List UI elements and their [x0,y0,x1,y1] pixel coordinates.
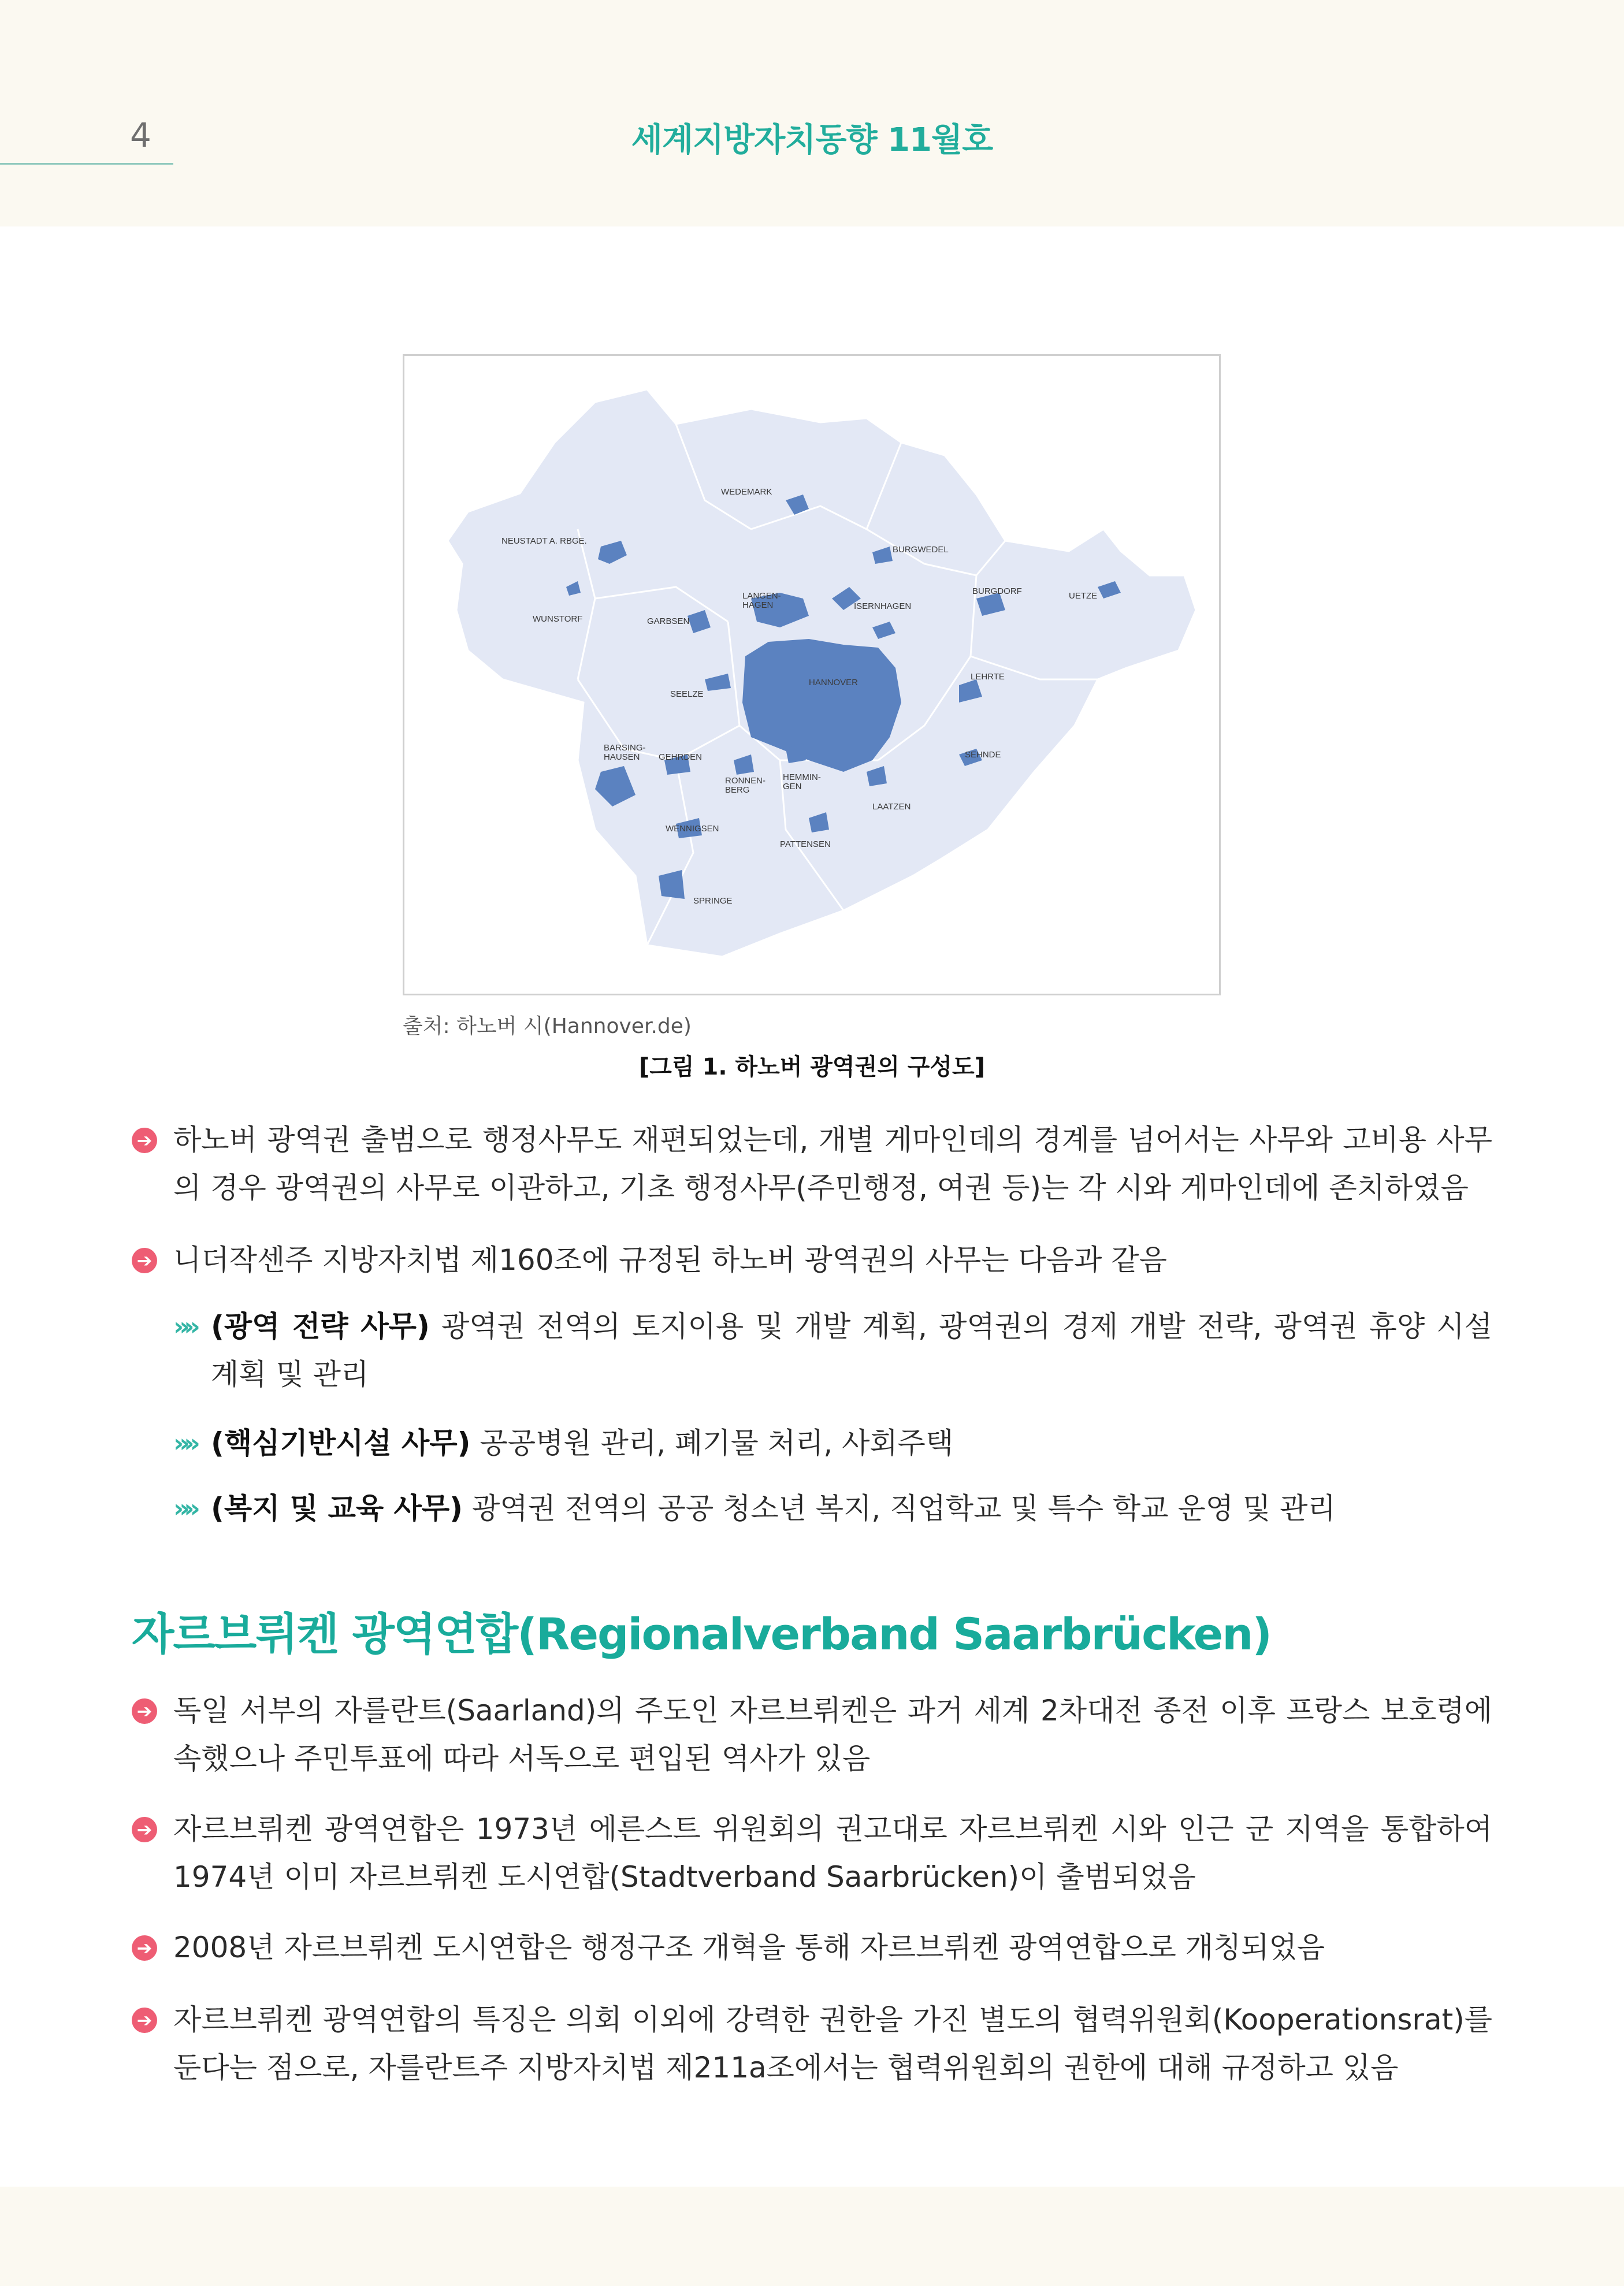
label-laatzen: LAATZEN [872,802,911,812]
bullet-text: 독일 서부의 자를란트(Saarland)의 주도인 자르브뤼켄은 과거 세계 2차대전 종전 이후 프랑스 보호령에 속했으나 주민투표에 따라 서독으로 편입된 역사가 있음 [173,1694,1492,1775]
sub-item-text: 광역권 전역의 토지이용 및 개발 계획, 광역권의 경제 개발 전략, 광역권 휴양 시설 계획 및 관리 [211,1310,1492,1391]
bullet-text: 니더작센주 지방자치법 제160조에 규정된 하노버 광역권의 사무는 다음과 같음 [173,1243,1167,1277]
section-title: 자르브뤼켄 광역연합(Regionalverband Saarbrücken) [132,1608,1272,1660]
label-wennigsen: WENNIGSEN [666,824,719,834]
label-langenhagen-2: HAGEN [742,600,774,610]
arrow-right-icon: ➔ [132,1817,157,1842]
label-hemmingen-2: GEN [783,782,802,791]
arrow-right-icon: ➔ [132,1248,157,1273]
figure-map [403,354,1221,995]
label-burgdorf: BURGDORF [972,586,1022,596]
double-chevron-icon: »» [173,1494,195,1523]
sub-item-text: 광역권 전역의 공공 청소년 복지, 직업학교 및 특수 학교 운영 및 관리 [471,1492,1336,1525]
label-neustadt: NEUSTADT A. RBGE. [501,536,587,546]
label-sehnde: SEHNDE [965,750,1001,760]
arrow-right-icon: ➔ [132,1935,157,1961]
label-gehrden: GEHRDEN [659,752,703,762]
saar-bullet-1 [132,1687,1492,1783]
arrow-right-icon: ➔ [132,1128,157,1153]
bullet-text: 자르브뤼켄 광역연합은 1973년 에른스트 위원회의 권고대로 자르브뤼켄 시와 인근 군 지역을 통합하여 1974년 이미 자르브뤼켄 도시연합(Stadtverband Saarbrücken)이 출범되었음 [173,1812,1492,1894]
publication-title: 세계지방자치동향 11월호 [631,121,993,159]
header-rule [0,163,173,165]
hannover-region-map [404,356,1219,994]
page-footer [0,2187,1624,2286]
hannover-sub-item-2 [132,1419,1492,1467]
hannover-bullet-1 [132,1116,1492,1212]
sub-item-label: (핵심기반시설 사무) [211,1426,471,1460]
label-springe: SPRINGE [693,896,733,906]
saar-bullet-4 [132,1996,1492,2092]
saar-bullet-3 [132,1924,1492,1972]
bullet-text: 하노버 광역권 출범으로 행정사무도 재편되었는데, 개별 게마인데의 경계를 넘어서는 사무와 고비용 사무의 경우 광역권의 사무로 이관하고, 기초 행정사무(주민행정, 여권 등)는 각 시와 게마인데에 존치하였음 [173,1123,1492,1205]
page-header [0,0,1624,226]
label-hemmingen-1: HEMMIN- [783,772,821,782]
label-langenhagen-1: LANGEN- [742,591,781,601]
arrow-right-icon: ➔ [132,1698,157,1724]
label-hannover: HANNOVER [809,678,859,687]
label-isernhagen: ISERNHAGEN [854,601,912,611]
label-burgwedel: BURGWEDEL [893,545,949,555]
bullet-text: 자르브뤼켄 광역연합의 특징은 의회 이외에 강력한 권한을 가진 별도의 협력위원회(Kooperationsrat)를 둔다는 점으로, 자를란트주 지방자치법 제211a조에서는 협력위원회의 권한에 대해 규정하고 있음 [173,2003,1492,2084]
sub-item-label: (광역 전략 사무) [211,1310,430,1343]
double-chevron-icon: »» [173,1312,195,1341]
label-ronnenberg-2: BERG [725,785,750,795]
label-barsinghausen-2: HAUSEN [604,752,640,762]
label-uetze: UETZE [1069,591,1098,601]
label-garbsen: GARBSEN [647,616,690,626]
bullet-text: 2008년 자르브뤼켄 도시연합은 행정구조 개혁을 통해 자르브뤼켄 광역연합으로 개칭되었음 [173,1931,1325,1964]
figure-source: 출처: 하노버 시(Hannover.de) [403,1014,692,1038]
hannover-sub-item-3 [132,1485,1492,1533]
hannover-bullet-2 [132,1236,1492,1284]
label-wedemark: WEDEMARK [721,487,772,497]
page-number: 4 [130,116,151,155]
double-chevron-icon: »» [173,1429,195,1458]
figure-caption: [그림 1. 하노버 광역권의 구성도] [639,1054,985,1080]
sub-item-text: 공공병원 관리, 폐기물 처리, 사회주택 [480,1426,954,1460]
arrow-right-icon: ➔ [132,2008,157,2033]
label-wunstorf: WUNSTORF [533,614,583,624]
sub-item-label: (복지 및 교육 사무) [211,1492,463,1525]
label-barsinghausen-1: BARSING- [604,743,646,753]
label-pattensen: PATTENSEN [780,839,831,849]
saar-bullet-2 [132,1805,1492,1901]
label-seelze: SEELZE [670,689,704,699]
label-lehrte: LEHRTE [971,672,1005,682]
label-ronnenberg-1: RONNEN- [725,776,765,786]
hannover-sub-item-1 [132,1303,1492,1399]
